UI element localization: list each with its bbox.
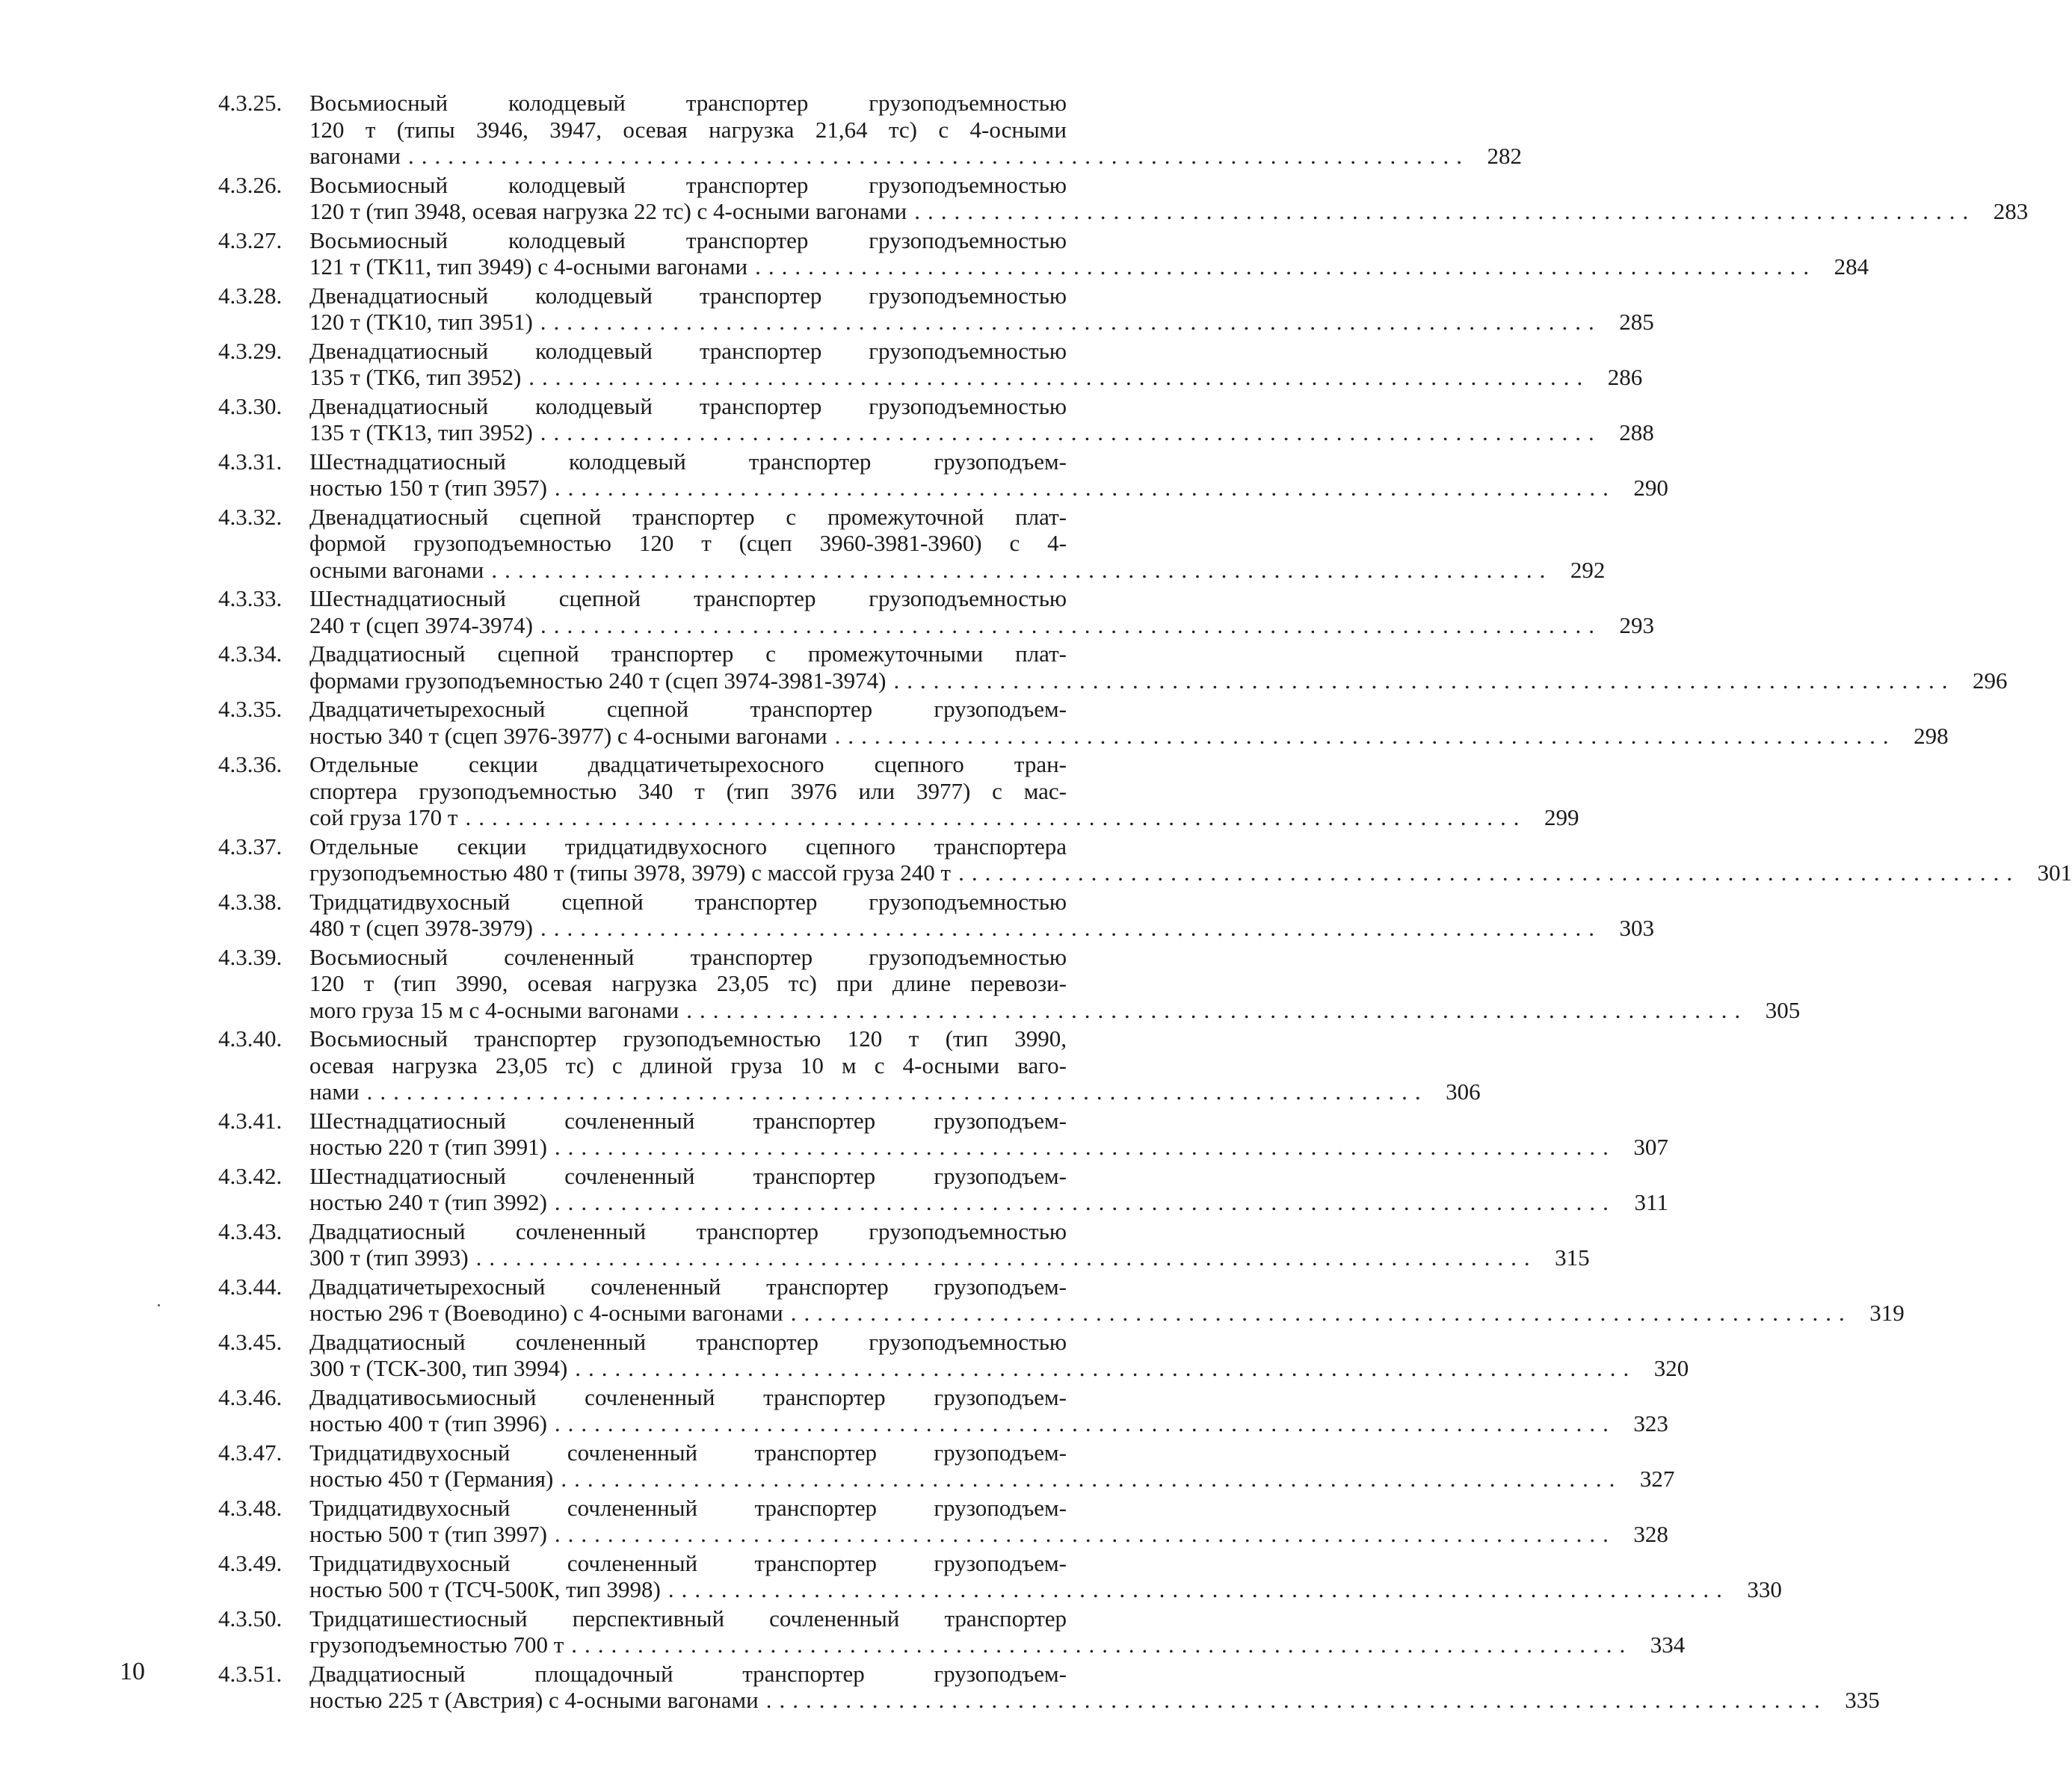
toc-entry-line-text: Двадцатиосный сочлененный транспортер грузоподъемностью [309,1217,1067,1244]
dot-leader: ................................................................................ [554,1521,1616,1547]
toc-entry-line [309,419,1654,446]
dot-leader: ................................................................................ [540,611,1602,638]
toc-entry-number: 4.3.26. [218,171,283,198]
toc-entry-number: 4.3.46. [218,1383,283,1410]
toc-entry-line [309,393,1153,420]
toc-entry-title [309,888,1654,942]
toc-entry-line-text: ностью 150 т (тип 3957) [309,475,547,501]
toc-entry-number: 4.3.28. [218,282,283,309]
toc-entry-line [309,364,1643,391]
toc-entry-line-text: Тридцатидвухосный сочлененный транспортер грузоподъем- [309,1439,1067,1466]
toc-entry-line [309,778,1153,805]
toc-entry-page: 306 [1446,1078,1481,1105]
toc-entry-page: 290 [1633,475,1668,501]
toc-entry-number: 4.3.44. [218,1273,283,1300]
toc-entry-title [309,1494,1668,1548]
toc-entry-title [309,282,1654,336]
toc-entry-line [309,611,1654,639]
toc-entry-page: 311 [1634,1189,1668,1215]
dot-leader: ................................................................................ [540,915,1602,941]
toc-entry-line [309,1410,1668,1437]
toc-entry-line-text: ностью 340 т (сцеп 3976-3977) с 4-осными вагонами [309,722,827,749]
toc-entry-line-text: 120 т (ТК10, тип 3951) [309,309,533,335]
toc-entry-line [309,1605,1153,1632]
toc-entry-line-text: Двенадцатиосный колодцевый транспортер грузоподъемностью [309,282,1067,309]
toc-entry-line-text: ностью 240 т (тип 3992) [309,1189,547,1215]
toc-entry-title [309,1549,1782,1603]
toc-entry-line [309,1495,1153,1522]
toc-entry-title [309,1660,1880,1714]
toc-entry [218,171,2029,225]
dot-leader: ................................................................................ [571,1632,1633,1658]
toc-entry-title [309,171,2029,225]
toc-entry-title [309,833,2072,886]
toc-entry-number: 4.3.38. [218,888,283,915]
toc-entry-line [309,1025,1153,1052]
toc-entry [218,1660,1880,1714]
toc-entry-line-text: Шестнадцатиосный сцепной транспортер грузоподъемностью [309,585,1067,611]
toc-entry-line-text: Шестнадцатиосный сочлененный транспортер грузоподъем- [309,1107,1067,1134]
toc-entry-page: 299 [1544,804,1579,830]
toc-entry-line-text: 120 т (тип 3948, осевая нагрузка 22 тс) с 4-осными вагонами [309,198,907,224]
dot-leader: ................................................................................ [765,1687,1828,1713]
toc-entry-line [309,751,1153,778]
toc-entry-line-text: Тридцатидвухосный сочлененный транспортер грузоподъем- [309,1494,1067,1521]
toc-entry-title [309,226,1869,280]
dot-leader: ................................................................................ [893,667,1955,694]
toc-entry-title [309,1217,1590,1271]
toc-entry-line [309,253,1869,280]
toc-entry-line-text: ностью 225 т (Австрия) с 4-осными вагонами [309,1687,759,1713]
toc-entry-line-text: сой груза 170 т [309,804,458,830]
toc-entry-line [309,1189,1668,1216]
toc-entry-line [309,143,1522,170]
toc-entry-line [309,667,2008,694]
toc-entry-page: 285 [1619,309,1654,335]
toc-entry-page: 335 [1845,1687,1880,1713]
toc-entry-line-text: Восьмиосный колодцевый транспортер грузоподъемностью [309,90,1067,116]
toc-entry-line-text: Двадцативосьмиосный сочлененный транспортер грузоподъем- [309,1383,1067,1410]
toc-entry [218,585,1654,638]
toc-entry-page: 288 [1619,419,1654,445]
toc-entry-line [309,804,1579,831]
toc-entry-line-text: формой грузоподъемностью 120 т (сцеп 3960-3981-3960) с 4- [309,530,1067,556]
toc-entry-number: 4.3.45. [218,1328,283,1355]
toc-entry-page: 327 [1639,1466,1675,1492]
toc-entry-line-text: ностью 400 т (тип 3996) [309,1410,547,1436]
dot-leader: ................................................................................ [491,556,1553,583]
toc-entry-line [309,198,2029,225]
dot-leader: ................................................................................ [465,804,1527,830]
toc-entry [218,503,1606,584]
toc-entry-line [309,1576,1782,1603]
toc-entry-page: 283 [1993,198,2029,224]
toc-entry-line [309,1078,1481,1105]
toc-entry-number: 4.3.48. [218,1494,283,1521]
toc-entry-line-text: Восьмиосный сочлененный транспортер грузоподъемностью [309,943,1067,970]
toc-entry-title [309,1025,1481,1105]
toc-entry [218,833,2072,886]
toc-entry [218,943,1801,1024]
toc-entry-page: 320 [1653,1355,1689,1381]
toc-entry-line [309,1521,1668,1548]
toc-entry-line-text: Двадцатиосный сочлененный транспортер грузоподъемностью [309,1328,1067,1355]
toc-entry-page: 284 [1834,253,1869,280]
toc-entry-number: 4.3.47. [218,1439,283,1466]
toc-entry-line [309,1274,1153,1300]
toc-entry-line [309,283,1153,309]
dot-leader: ................................................................................ [914,198,1976,224]
toc-entry-title [309,751,1579,831]
toc-entry-line [309,1052,1153,1079]
dot-leader: ................................................................................ [554,1410,1616,1436]
toc-entry-title [309,337,1643,391]
toc-entry-line-text: ностью 500 т (ТСЧ-500К, тип 3998) [309,1576,661,1602]
toc-entry-page: 298 [1914,722,1949,749]
toc-entry-title [309,1439,1675,1493]
toc-entry-number: 4.3.25. [218,90,283,116]
toc-entry-line [309,1244,1590,1271]
toc-entry-line [309,309,1654,336]
toc-entry-line-text: Восьмиосный транспортер грузоподъемностью 120 т (тип 3990, [309,1025,1067,1052]
toc-entry [218,1549,1782,1603]
toc-entry-line-text: Шестнадцатиосный колодцевый транспортер грузоподъем- [309,448,1067,475]
toc-entry-number: 4.3.34. [218,641,283,667]
dot-leader: ................................................................................ [554,475,1616,501]
toc-entry-line [309,1355,1689,1382]
toc-entry-line-text: вагонами [309,143,401,169]
toc-entry-title [309,1328,1689,1382]
toc-entry-line-text: грузоподъемностью 700 т [309,1632,564,1658]
toc-entry-line [309,1384,1153,1411]
toc-entry-line [309,722,1949,750]
toc-entry [218,1107,1668,1161]
toc-entry [218,888,1654,942]
toc-entry-page: 319 [1869,1300,1905,1326]
toc-entry-line-text: Тридцатидвухосный сочлененный транспортер грузоподъем- [309,1549,1067,1576]
toc-entry-page: 282 [1487,143,1522,169]
toc-entry-line-text: Восьмиосный колодцевый транспортер грузоподъемностью [309,171,1067,198]
toc-entry-number: 4.3.36. [218,751,283,777]
toc-entry-line [309,970,1153,997]
toc-entry [218,1273,1905,1327]
dot-leader: ................................................................................ [408,143,1470,169]
toc-entry-line-text: Двенадцатиосный колодцевый транспортер грузоподъемностью [309,392,1067,419]
toc-entry-title [309,90,1522,170]
toc-entry-page: 303 [1619,915,1654,941]
toc-entry [218,1383,1668,1437]
toc-entry [218,1439,1675,1493]
toc-entry-line [309,556,1606,584]
toc-entry-title [309,943,1801,1024]
toc-entry [218,1494,1668,1548]
toc-entry-line-text: формами грузоподъемностью 240 т (сцеп 3974-3981-3974) [309,667,887,694]
toc-entry-number: 4.3.51. [218,1660,283,1687]
toc-entry-page: 305 [1765,996,1801,1023]
toc-entry-line-text: Отдельные секции тридцатидвухосного сцепного транспортера [309,833,1067,859]
toc-entry [218,1328,1689,1382]
toc-entry-line [309,1439,1153,1466]
toc-entry-line-text: Двенадцатиосный сцепной транспортер с промежуточной плат- [309,503,1067,530]
toc-entry-line-text: 480 т (сцеп 3978-3979) [309,915,533,941]
toc-entry-line-text: 135 т (ТК6, тип 3952) [309,364,522,390]
toc-entry-line [309,1300,1905,1327]
toc-entry-line-text: 300 т (ТСК-300, тип 3994) [309,1355,568,1381]
dot-leader: ................................................................................ [540,309,1602,335]
toc-entry-line-text: Тридцатишестиосный перспективный сочлененный транспортер [309,1605,1067,1632]
toc-entry-page: 296 [1973,667,2008,694]
toc-entry-line-text: мого груза 15 м с 4-осными вагонами [309,996,679,1023]
toc-entry-title [309,585,1654,638]
toc-entry-number: 4.3.37. [218,833,283,859]
toc-entry [218,641,2008,694]
toc-entry-page: 293 [1619,611,1654,638]
toc-entry-title [309,696,1949,749]
toc-entry [218,448,1668,501]
toc-entry-line [309,1632,1686,1658]
toc-entry-title [309,448,1668,501]
toc-entry-number: 4.3.43. [218,1217,283,1244]
dot-leader: ................................................................................ [554,1189,1616,1215]
toc-entry-number: 4.3.29. [218,337,283,364]
toc-entry-line-text: 135 т (ТК13, тип 3952) [309,419,533,445]
toc-entry-line [309,1218,1153,1245]
toc-entry-number: 4.3.40. [218,1025,283,1052]
toc-entry-number: 4.3.50. [218,1605,283,1632]
toc-entry-line [309,504,1153,531]
toc-entry-number: 4.3.31. [218,448,283,475]
toc-entry-page: 286 [1607,364,1643,390]
toc-entry-number: 4.3.30. [218,392,283,419]
toc-entry [218,282,1654,336]
toc-entry [218,1217,1590,1271]
dot-leader: ................................................................................ [686,996,1748,1023]
toc-entry-line [309,1329,1153,1356]
toc-entry [218,226,1869,280]
toc-entry-line-text: Двадцатичетырехосный сцепной транспортер грузоподъем- [309,696,1067,722]
toc-entry-line-text: ностью 220 т (тип 3991) [309,1134,547,1160]
toc-entry-page: 328 [1633,1521,1668,1547]
toc-entry-title [309,1605,1686,1658]
toc-entry-line-text: Тридцатидвухосный сцепной транспортер грузоподъемностью [309,888,1067,915]
toc-entry-line-text: 120 т (типы 3946, 3947, осевая нагрузка 21,64 тс) с 4-осными [309,116,1067,143]
toc-entry-line-text: Двенадцатиосный колодцевый транспортер грузоподъемностью [309,337,1067,364]
toc-entry-line-text: Восьмиосный колодцевый транспортер грузоподъемностью [309,226,1067,253]
toc-entry [218,337,1643,391]
toc-entry-line-text: Двадцатиосный сцепной транспортер с промежуточными плат- [309,641,1067,667]
toc-entry-line-text: ностью 450 т (Германия) [309,1466,554,1492]
toc-entry [218,90,1522,170]
toc-entry-line [309,448,1153,475]
toc-entry-line [309,1687,1880,1714]
toc-entry-line [309,585,1153,612]
dot-leader: ................................................................................ [790,1300,1852,1326]
dot-leader: ................................................................................ [528,364,1591,390]
toc-entry-title [309,1162,1668,1216]
toc-entry-number: 4.3.41. [218,1107,283,1134]
toc-entry-line [309,1163,1153,1190]
dot-leader: ................................................................................ [366,1078,1428,1105]
toc-entry-line [309,889,1153,916]
toc-entry-line [309,475,1668,501]
toc-entry-line [309,1108,1153,1135]
toc-entry-number: 4.3.27. [218,226,283,253]
toc-entry-line [309,1466,1675,1493]
toc-entry-line-text: Шестнадцатиосный сочлененный транспортер грузоподъем- [309,1162,1067,1189]
toc-entry-number: 4.3.49. [218,1549,283,1576]
toc-entry-line [309,1661,1153,1688]
toc-entry-line [309,530,1153,557]
toc-entry [218,696,1949,749]
dot-leader: ................................................................................ [667,1576,1730,1602]
toc-entry-line [309,996,1801,1024]
toc-entry-number: 4.3.32. [218,503,283,530]
toc-entry-title [309,1107,1668,1161]
toc-entry-page: 334 [1650,1632,1686,1658]
dot-leader: ................................................................................ [540,419,1602,445]
toc-entry-line-text: Двадцатиосный площадочный транспортер грузоподъем- [309,1660,1067,1687]
toc-entry-line-text: Двадцатичетырехосный сочлененный транспортер грузоподъем- [309,1273,1067,1300]
toc-entry-line-text: грузоподъемностью 480 т (типы 3978, 3979) с массой груза 240 т [309,859,952,886]
toc-entry-number: 4.3.33. [218,585,283,611]
toc-entry-line [309,833,1153,860]
toc-entry-title [309,392,1654,446]
toc-entry-title [309,641,2008,694]
toc-entry-line [309,227,1153,254]
toc-entry-title [309,1383,1668,1437]
toc-entry [218,751,1579,831]
toc-entry-line-text: нами [309,1078,360,1105]
toc-entry-page: 292 [1570,556,1606,583]
toc-entry-page: 330 [1747,1576,1782,1602]
dot-leader: ................................................................................ [575,1355,1637,1381]
toc-entry-line [309,172,1153,199]
toc-entry-line-text: осными вагонами [309,556,484,583]
toc-entry-line [309,338,1153,365]
dot-leader: ................................................................................ [834,722,1896,749]
toc-entry-number: 4.3.35. [218,696,283,722]
table-of-contents [218,90,2072,1716]
toc-entry-line-text: 300 т (тип 3993) [309,1244,469,1271]
scan-speck [158,1304,160,1306]
toc-entry-page: 301 [2037,859,2072,886]
toc-entry [218,1162,1668,1216]
dot-leader: ................................................................................ [475,1244,1538,1271]
toc-entry-line [309,1550,1153,1577]
toc-entry-line-text: спортера грузоподъемностью 340 т (тип 3976 или 3977) с мас- [309,777,1067,804]
toc-entry-number: 4.3.42. [218,1162,283,1189]
dot-leader: ................................................................................ [755,253,1817,280]
toc-entry [218,392,1654,446]
toc-entry-line [309,1134,1668,1161]
toc-entry-line [309,90,1153,117]
toc-entry-line-text: 240 т (сцеп 3974-3974) [309,611,533,638]
dot-leader: ................................................................................ [958,859,2020,886]
toc-entry-page: 323 [1633,1410,1668,1436]
toc-entry-line [309,696,1153,723]
toc-entry-title [309,503,1606,584]
dot-leader: ................................................................................ [554,1134,1616,1160]
toc-entry-line [309,641,1153,667]
toc-entry-line [309,944,1153,971]
toc-entry-title [309,1273,1905,1327]
toc-entry-page: 307 [1633,1134,1668,1160]
toc-entry-line [309,915,1654,942]
page-number: 10 [120,1658,145,1685]
toc-entry [218,1605,1686,1658]
toc-entry-line-text: ностью 296 т (Воеводино) с 4-осными вагонами [309,1300,783,1326]
toc-entry-line-text: ностью 500 т (тип 3997) [309,1521,547,1547]
toc-entry-line-text: осевая нагрузка 23,05 тс) с длиной груза 10 м с 4-осными ваго- [309,1052,1067,1078]
toc-entry-page: 315 [1555,1244,1590,1271]
toc-entry-line-text: Отдельные секции двадцатичетырехосного сцепного тран- [309,751,1067,777]
toc-entry-line [309,117,1153,143]
toc-entry-number: 4.3.39. [218,943,283,970]
toc-entry-line-text: 121 т (ТК11, тип 3949) с 4-осными вагонами [309,253,748,280]
toc-entry [218,1025,1481,1105]
toc-entry-line [309,859,2072,886]
dot-leader: ................................................................................ [561,1466,1623,1492]
toc-entry-line-text: 120 т (тип 3990, осевая нагрузка 23,05 тс) при длине перевози- [309,970,1067,996]
